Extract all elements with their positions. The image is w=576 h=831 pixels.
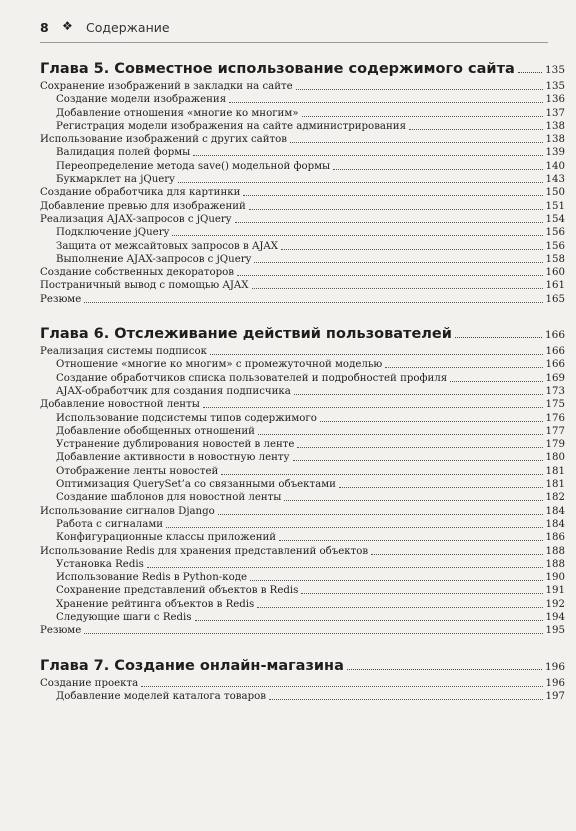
toc-entry-title: Резюме	[40, 293, 82, 305]
chapter-heading	[40, 52, 565, 80]
dot-leader	[229, 102, 543, 103]
toc-entry-page: 173	[545, 385, 565, 397]
toc-entry-title: Создание обработчиков списка пользователей и подробностей профиля	[56, 372, 448, 384]
dot-leader	[371, 554, 543, 555]
toc-entry-page: 195	[545, 625, 565, 637]
dot-leader	[296, 89, 543, 90]
toc-entry-page: 139	[545, 147, 565, 159]
toc-subsection	[40, 385, 565, 398]
toc-subsection	[40, 120, 565, 133]
toc-entry-page: 188	[545, 558, 565, 570]
toc-subsection	[40, 571, 565, 584]
toc-entry-page: 138	[545, 134, 565, 146]
toc-entry-page: 143	[545, 174, 565, 186]
toc-entry-page: 197	[545, 690, 565, 702]
toc-entry-page: 136	[545, 94, 565, 106]
toc-entry-page: 150	[545, 187, 565, 199]
toc-entry-page: 181	[545, 465, 565, 477]
toc-section	[40, 133, 565, 146]
toc-entry-page: 190	[545, 572, 565, 584]
toc-entry-title: Добавление обобщенных отношений	[56, 425, 255, 437]
toc-entry-title: Хранение рейтинга объектов в Redis	[56, 598, 255, 610]
diamond-icon: ❖	[62, 19, 73, 33]
toc-entry-page: 177	[545, 425, 565, 437]
dot-leader	[203, 407, 543, 408]
toc-section	[40, 279, 565, 292]
toc-subsection	[40, 146, 565, 159]
toc-entry-page: 188	[545, 545, 565, 557]
toc-subsection	[40, 412, 565, 425]
toc-entry-page: 151	[545, 200, 565, 212]
toc-subsection	[40, 107, 565, 120]
dot-leader	[250, 580, 543, 581]
dot-leader	[193, 155, 543, 156]
toc-entry-page: 166	[545, 359, 565, 371]
toc-subsection	[40, 598, 565, 611]
dot-leader	[297, 447, 543, 448]
toc-entry-title: Конфигурационные классы приложений	[56, 532, 277, 544]
dot-leader	[141, 686, 543, 687]
chapter-page-number: 166	[544, 329, 565, 342]
toc-subsection	[40, 611, 565, 624]
toc-entry-page: 165	[545, 293, 565, 305]
toc-section	[40, 545, 565, 558]
chapter-title: Глава 7. Создание онлайн-магазина	[40, 657, 344, 674]
toc-entry-title: Создание проекта	[40, 677, 139, 689]
toc-section	[40, 624, 565, 637]
toc-section	[40, 505, 565, 518]
dot-leader	[347, 669, 542, 670]
dot-leader	[258, 434, 543, 435]
chapter-title: Глава 6. Отслеживание действий пользователей	[40, 326, 452, 343]
toc-entry-title: Установка Redis	[56, 558, 144, 570]
toc-subsection	[40, 240, 565, 253]
dot-leader	[294, 394, 543, 395]
toc-entry-title: Букмарклет на jQuery	[56, 174, 175, 186]
dot-leader	[243, 195, 543, 196]
toc-entry-title: Реализация системы подписок	[40, 346, 207, 358]
dot-leader	[269, 699, 543, 700]
dot-leader	[84, 302, 543, 303]
toc-entry-title: Использование подсистемы типов содержимого	[56, 412, 317, 424]
toc-section	[40, 80, 565, 93]
chapter-spacer	[40, 306, 565, 313]
dot-leader	[195, 620, 543, 621]
toc-section	[40, 293, 565, 306]
toc-entry-title: Создание обработчика для картинки	[40, 187, 241, 199]
toc-subsection	[40, 438, 565, 451]
toc-entry-page: 191	[545, 585, 565, 597]
toc-entry-title: Создание собственных декораторов	[40, 267, 234, 279]
dot-leader	[409, 129, 543, 130]
toc-entry-title: Использование Redis для хранения представлений объектов	[40, 545, 369, 557]
toc-entry-page: 158	[545, 253, 565, 265]
toc-subsection	[40, 253, 565, 266]
page-number: 8	[40, 20, 49, 35]
toc-entry-page: 176	[545, 412, 565, 424]
toc-entry-title: Отношение «многие ко многим» с промежуточной моделью	[56, 359, 383, 371]
toc-entry-title: Добавление активности в новостную ленту	[56, 452, 290, 464]
toc-subsection	[40, 358, 565, 371]
table-of-contents	[40, 48, 565, 703]
dot-leader	[210, 354, 543, 355]
dot-leader	[455, 337, 542, 338]
toc-subsection	[40, 425, 565, 438]
dot-leader	[257, 607, 543, 608]
toc-subsection	[40, 372, 565, 385]
toc-section	[40, 677, 565, 690]
toc-subsection	[40, 478, 565, 491]
dot-leader	[333, 169, 543, 170]
toc-section	[40, 186, 565, 199]
toc-entry-title: Реализация AJAX-запросов с jQuery	[40, 213, 232, 225]
dot-leader	[166, 527, 543, 528]
toc-subsection	[40, 690, 565, 703]
toc-entry-title: Добавление отношения «многие ко многим»	[56, 107, 299, 119]
chapter-heading	[40, 649, 565, 677]
toc-entry-page: 135	[545, 81, 565, 92]
toc-subsection	[40, 226, 565, 239]
dot-leader	[281, 249, 543, 250]
toc-entry-page: 156	[545, 227, 565, 239]
toc-section	[40, 213, 565, 226]
toc-entry-title: Резюме	[40, 625, 82, 637]
toc-entry-title: Переопределение метода save() модельной формы	[56, 160, 331, 172]
toc-entry-page: 180	[545, 452, 565, 464]
toc-entry-title: Защита от межсайтовых запросов в AJAX	[56, 240, 279, 252]
toc-entry-title: Работа с сигналами	[56, 518, 164, 530]
dot-leader	[518, 72, 542, 73]
toc-entry-title: Использование сигналов Django	[40, 505, 215, 517]
toc-subsection	[40, 531, 565, 544]
toc-entry-title: Постраничный вывод с помощью AJAX	[40, 280, 249, 292]
toc-entry-page: 156	[545, 240, 565, 252]
dot-leader	[320, 421, 543, 422]
toc-section	[40, 398, 565, 411]
toc-subsection	[40, 558, 565, 571]
toc-subsection	[40, 584, 565, 597]
dot-leader	[302, 116, 543, 117]
toc-section	[40, 345, 565, 358]
toc-entry-title: Создание шаблонов для новостной ленты	[56, 492, 282, 504]
toc-entry-page: 140	[545, 160, 565, 172]
dot-leader	[279, 540, 543, 541]
chapter-spacer	[40, 638, 565, 645]
dot-leader	[252, 288, 543, 289]
toc-entry-page: 184	[545, 518, 565, 530]
toc-entry-title: Сохранение изображений в закладки на сайте	[40, 81, 293, 92]
dot-leader	[178, 182, 543, 183]
toc-subsection	[40, 518, 565, 531]
toc-entry-title: Выполнение AJAX-запросов с jQuery	[56, 253, 252, 265]
chapter-heading	[40, 317, 565, 345]
toc-entry-title: Сохранение представлений объектов в Redis	[56, 585, 299, 597]
toc-entry-page: 196	[545, 677, 565, 689]
toc-entry-title: Следующие шаги с Redis	[56, 611, 192, 623]
toc-entry-title: Регистрация модели изображения на сайте администрирования	[56, 120, 407, 132]
toc-entry-page: 166	[545, 346, 565, 358]
toc-entry-title: Добавление превью для изображений	[40, 200, 246, 212]
toc-subsection	[40, 173, 565, 186]
toc-entry-title: Добавление моделей каталога товаров	[56, 690, 266, 702]
toc-entry-page: 169	[545, 372, 565, 384]
dot-leader	[84, 633, 543, 634]
toc-entry-page: 181	[545, 479, 565, 491]
toc-entry-page: 182	[545, 492, 565, 504]
dot-leader	[290, 142, 543, 143]
chapter-page-number: 135	[544, 64, 565, 76]
toc-entry-title: Использование изображений с других сайтов	[40, 134, 288, 146]
dot-leader	[237, 275, 543, 276]
page-header	[40, 14, 548, 43]
dot-leader	[339, 487, 543, 488]
toc-subsection	[40, 93, 565, 106]
running-title: Содержание	[86, 20, 170, 35]
toc-entry-page: 192	[545, 598, 565, 610]
dot-leader	[249, 209, 543, 210]
chapter-page-number: 196	[544, 660, 565, 673]
toc-entry-page: 160	[545, 267, 565, 279]
toc-entry-page: 194	[545, 611, 565, 623]
toc-entry-page: 184	[545, 505, 565, 517]
toc-entry-title: Подключение jQuery	[56, 227, 170, 239]
toc-entry-title: Отображение ленты новостей	[56, 465, 219, 477]
toc-entry-page: 175	[545, 399, 565, 411]
dot-leader	[235, 222, 543, 223]
dot-leader	[254, 262, 543, 263]
dot-leader	[147, 567, 543, 568]
dot-leader	[218, 514, 543, 515]
toc-entry-page: 186	[545, 532, 565, 544]
dot-leader	[284, 500, 543, 501]
toc-section	[40, 266, 565, 279]
toc-entry-title: Добавление новостной ленты	[40, 399, 200, 411]
dot-leader	[293, 460, 543, 461]
dot-leader	[450, 381, 543, 382]
toc-entry-title: Устранение дублирования новостей в ленте	[56, 439, 295, 451]
toc-entry-page: 161	[545, 280, 565, 292]
toc-entry-title: Валидация полей формы	[56, 147, 191, 159]
dot-leader	[221, 474, 543, 475]
toc-subsection	[40, 451, 565, 464]
dot-leader	[172, 235, 543, 236]
toc-entry-page: 138	[545, 120, 565, 132]
chapter-title: Глава 5. Совместное использование содержимого сайта	[40, 61, 515, 77]
dot-leader	[385, 367, 543, 368]
toc-section	[40, 200, 565, 213]
toc-entry-title: Оптимизация QuerySet’а со связанными объектами	[56, 479, 336, 491]
toc-subsection	[40, 465, 565, 478]
toc-entry-page: 137	[545, 107, 565, 119]
toc-entry-title: Использование Redis в Python-коде	[56, 572, 248, 584]
toc-entry-title: AJAX-обработчик для создания подписчика	[56, 385, 291, 397]
toc-entry-page: 154	[545, 213, 565, 225]
toc-entry-page: 179	[545, 439, 565, 451]
toc-subsection	[40, 491, 565, 504]
dot-leader	[301, 593, 543, 594]
toc-entry-title: Создание модели изображения	[56, 94, 227, 106]
toc-subsection	[40, 160, 565, 173]
